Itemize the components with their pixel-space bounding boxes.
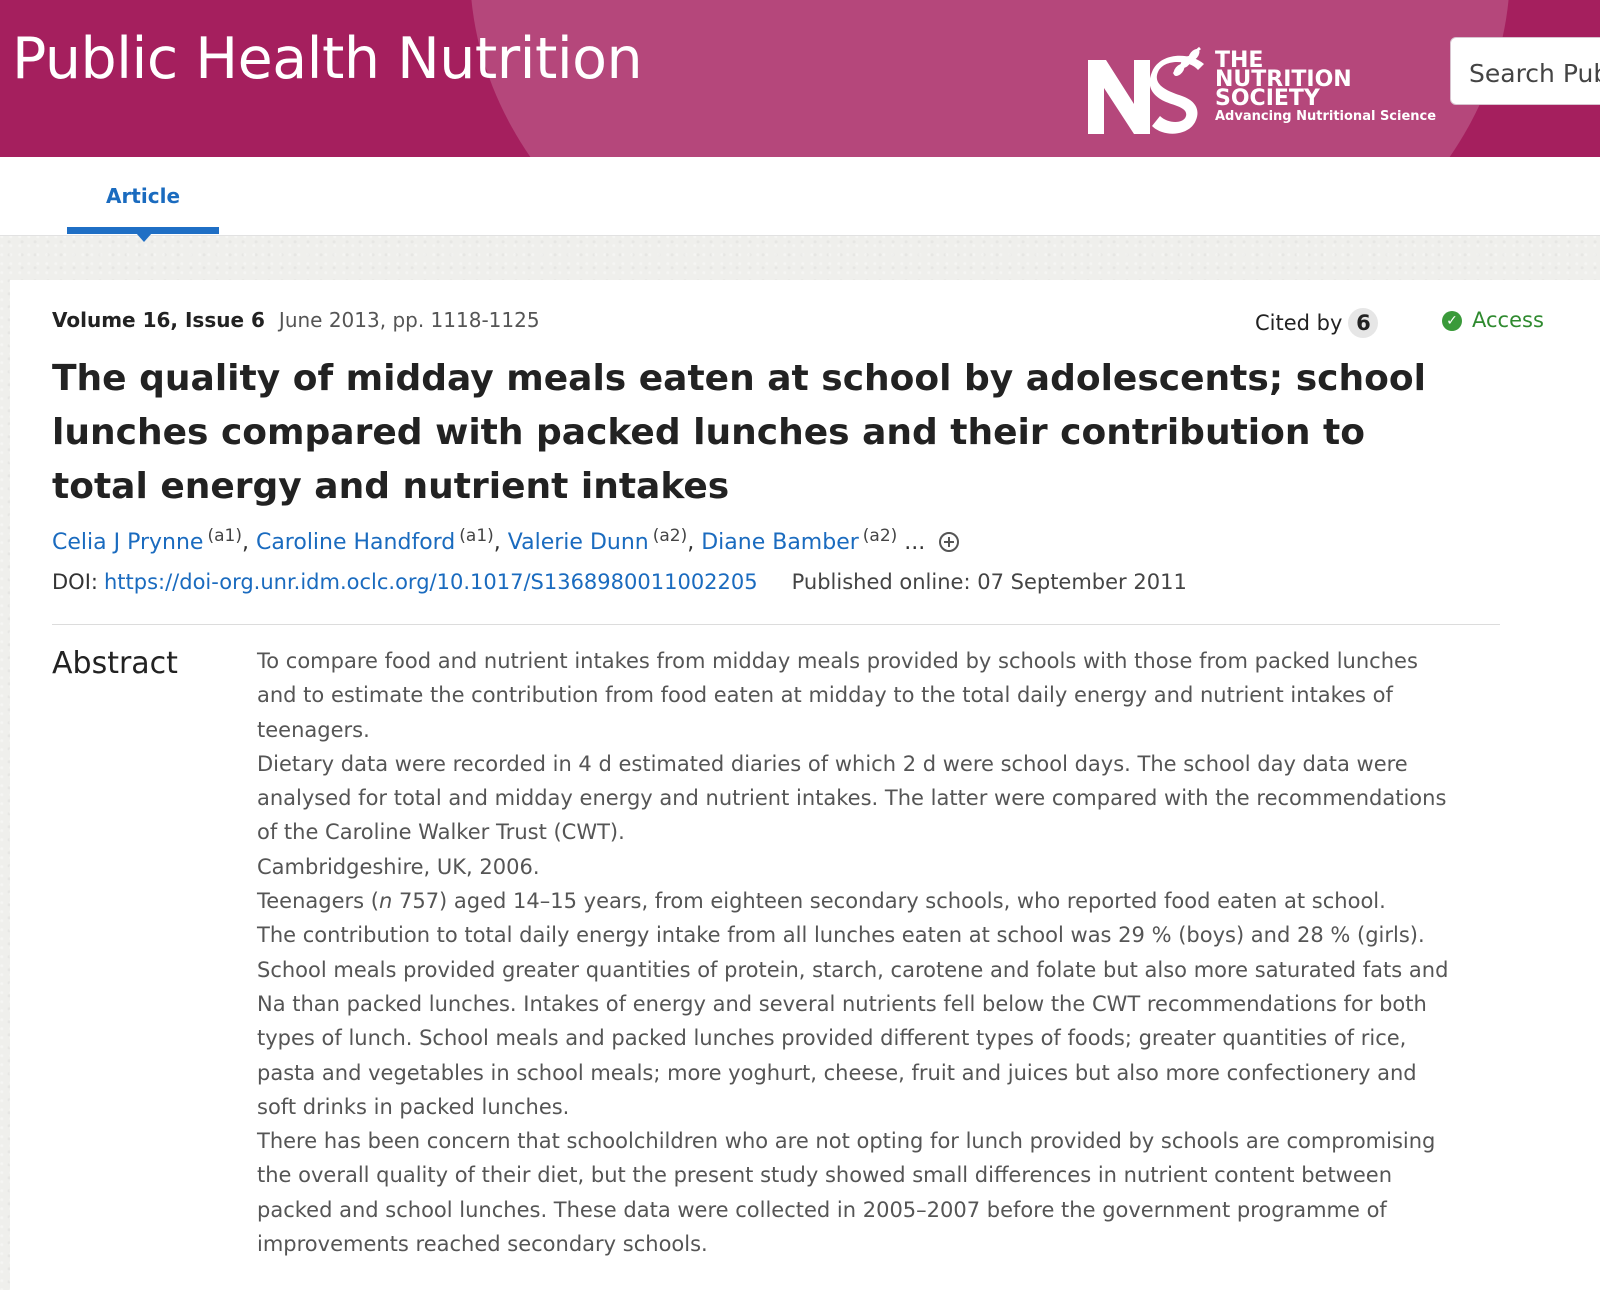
author-list: Celia J Prynne $^{(a1)}$, Caroline Handford $^{(a1)}$, Valerie Dunn $^{(a2)}$, Diane Bamber $^{(a2)}$ ...	[52, 526, 959, 555]
nutrition-society-logo[interactable]	[1086, 16, 1437, 136]
article-card	[10, 280, 1600, 1290]
author-affiliation: (a2)	[652, 526, 688, 546]
cited-by[interactable]	[1255, 308, 1378, 338]
abstract-paragraph-subjects: Teenagers (n 757) aged 14–15 years, from eighteen secondary schools, who reported food eaten at school.	[257, 889, 1386, 914]
tab-article-label: Article	[105, 184, 181, 208]
search-input[interactable]	[1467, 52, 1600, 94]
author-affiliation: (a1)	[459, 526, 494, 546]
author-link[interactable]: Caroline Handford	[255, 530, 456, 555]
abstract-paragraph-objective: To compare food and nutrient intakes from midday meals provided by schools with those from packed lunches and to estimate the contribution from food eaten at midday to the total daily energy and nutrient intakes of teenagers.	[257, 649, 1418, 742]
access-label: Access	[1472, 308, 1544, 332]
tab-active-caret	[136, 233, 152, 242]
doi-line	[52, 570, 1187, 594]
expand-authors-plus-icon[interactable]	[939, 532, 959, 552]
abstract-paragraph-setting: Cambridgeshire, UK, 2006.	[257, 854, 540, 879]
logo-text-nutrition: NUTRITION	[1215, 67, 1352, 92]
doi-link[interactable]: https://doi-org.unr.idm.oclc.org/10.1017/S1368980011002205	[103, 570, 758, 594]
cited-by-count-badge: 6	[1348, 308, 1378, 338]
doi-label: DOI:	[52, 570, 98, 594]
author-link[interactable]: Valerie Dunn	[507, 530, 649, 555]
divider	[52, 624, 1500, 625]
author-affiliation: (a2)	[862, 526, 898, 546]
journal-header-banner	[0, 0, 1600, 157]
abstract-body	[257, 644, 1457, 1261]
logo-tagline: Advancing Nutritional Science	[1215, 109, 1437, 124]
journal-title[interactable]: Public Health Nutrition	[12, 26, 643, 92]
authors-ellipsis: ...	[904, 530, 926, 555]
abstract-heading: Abstract	[52, 646, 178, 681]
access-status	[1442, 308, 1544, 332]
author-link[interactable]: Diane Bamber	[701, 530, 859, 555]
tab-article[interactable]	[67, 157, 219, 235]
logo-text-the: THE	[1215, 48, 1264, 73]
article-title: The quality of midday meals eaten at school by adolescents; school lunches compared with packed lunches and their contribution to total energy and nutrient intakes	[52, 358, 1426, 507]
abstract-paragraph-conclusions: There has been concern that schoolchildren who are not opting for lunch provided by schools are compromising the overall quality of their diet, but the present study showed small differences in nutrient content between packed and school lunches. These data were collected in 2005–2007 before the government programme of improvements reached secondary schools.	[257, 1129, 1436, 1257]
issue-info	[52, 308, 540, 332]
abstract-paragraph-results: The contribution to total daily energy intake from all lunches eaten at school was 29 % (boys) and 28 % (girls). School meals provided greater quantities of protein, starch, carotene and folate but also more saturated fats and Na than packed lunches. Intakes of energy and several nutrients fell below the CWT recommendations for both types of lunch. School meals and packed lunches provided different types of foods; greater quantities of rice, pasta and vegetables in school meals; more yoghurt, cheese, fruit and juices but also more confectionery and soft drinks in packed lunches.	[257, 923, 1449, 1119]
search-box[interactable]	[1450, 37, 1600, 105]
tab-bar	[0, 157, 1600, 236]
author-link[interactable]: Celia J Prynne	[52, 530, 204, 555]
ns-monogram-icon	[1086, 46, 1206, 136]
logo-text-society: SOCIETY	[1215, 86, 1320, 111]
volume-issue-link[interactable]: Volume 16, Issue 6	[52, 308, 265, 332]
published-online: Published online: 07 September 2011	[791, 570, 1187, 594]
date-pages: June 2013, pp. 1118-1125	[278, 308, 540, 332]
check-circle-icon: ✓	[1442, 311, 1462, 331]
abstract-paragraph-design: Dietary data were recorded in 4 d estimated diaries of which 2 d were school days. The school day data were analysed for total and midday energy and nutrient intakes. The latter were compared with the recommendations of the Caroline Walker Trust (CWT).	[257, 751, 1447, 845]
cited-by-label: Cited by	[1255, 311, 1343, 335]
author-affiliation: (a1)	[207, 526, 242, 546]
